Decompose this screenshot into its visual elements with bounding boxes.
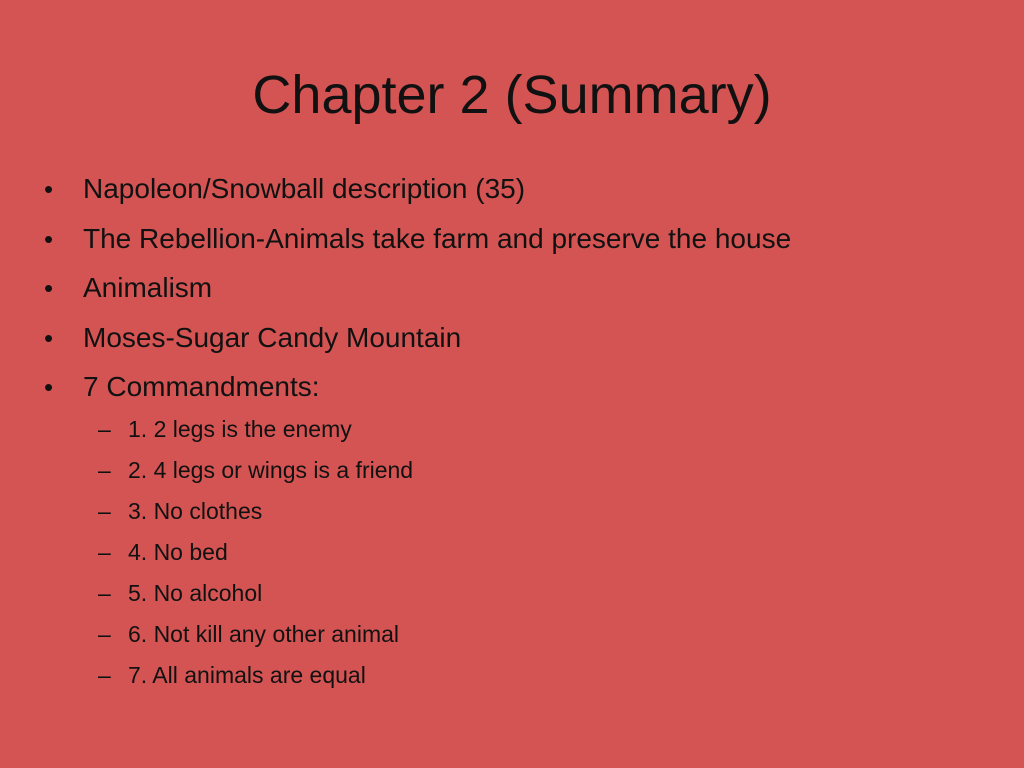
bullet-item: [44, 216, 984, 266]
dash-bullet-icon: –: [98, 457, 111, 483]
bullet-dot-icon: •: [44, 174, 54, 204]
bullet-dot-icon: •: [44, 223, 54, 254]
commandment-item: [98, 654, 958, 695]
commandment-text: 2. 4 legs or wings is a friend: [128, 457, 414, 483]
bullet-text: Animalism: [83, 272, 213, 303]
commandment-item: [98, 449, 958, 490]
commandments-sub-list: [98, 408, 958, 695]
bullet-text: Moses-Sugar Candy Mountain: [83, 321, 462, 353]
bullet-dot-icon: •: [44, 273, 54, 303]
commandment-text: 4. No bed: [128, 539, 228, 565]
commandment-text: 1. 2 legs is the enemy: [128, 416, 352, 442]
commandment-item: [98, 572, 958, 613]
bullet-item: [44, 315, 984, 365]
dash-bullet-icon: –: [98, 621, 111, 647]
commandment-item: [98, 490, 958, 531]
commandment-text: 7. All animals are equal: [128, 662, 366, 688]
dash-bullet-icon: –: [98, 498, 111, 524]
commandment-text: 5. No alcohol: [128, 580, 263, 606]
commandment-item: [98, 408, 958, 449]
bullet-text: 7 Commandments:: [83, 371, 320, 402]
bullet-text: Napoleon/Snowball description (35): [83, 173, 526, 204]
dash-bullet-icon: –: [98, 580, 111, 606]
bullet-dot-icon: •: [44, 322, 54, 353]
bullet-dot-icon: •: [44, 372, 54, 402]
main-bullet-list: [44, 166, 984, 414]
bullet-item: [44, 364, 984, 414]
bullet-item: [44, 265, 984, 315]
bullet-item: [44, 166, 984, 216]
dash-bullet-icon: –: [98, 662, 111, 688]
slide-title: Chapter 2 (Summary): [252, 65, 772, 125]
commandment-item: [98, 531, 958, 572]
bullet-text: The Rebellion-Animals take farm and preserve the house: [83, 222, 792, 254]
commandment-text: 6. Not kill any other animal: [128, 621, 400, 647]
commandment-item: [98, 613, 958, 654]
commandment-text: 3. No clothes: [128, 498, 263, 524]
dash-bullet-icon: –: [98, 539, 111, 565]
dash-bullet-icon: –: [98, 416, 111, 442]
